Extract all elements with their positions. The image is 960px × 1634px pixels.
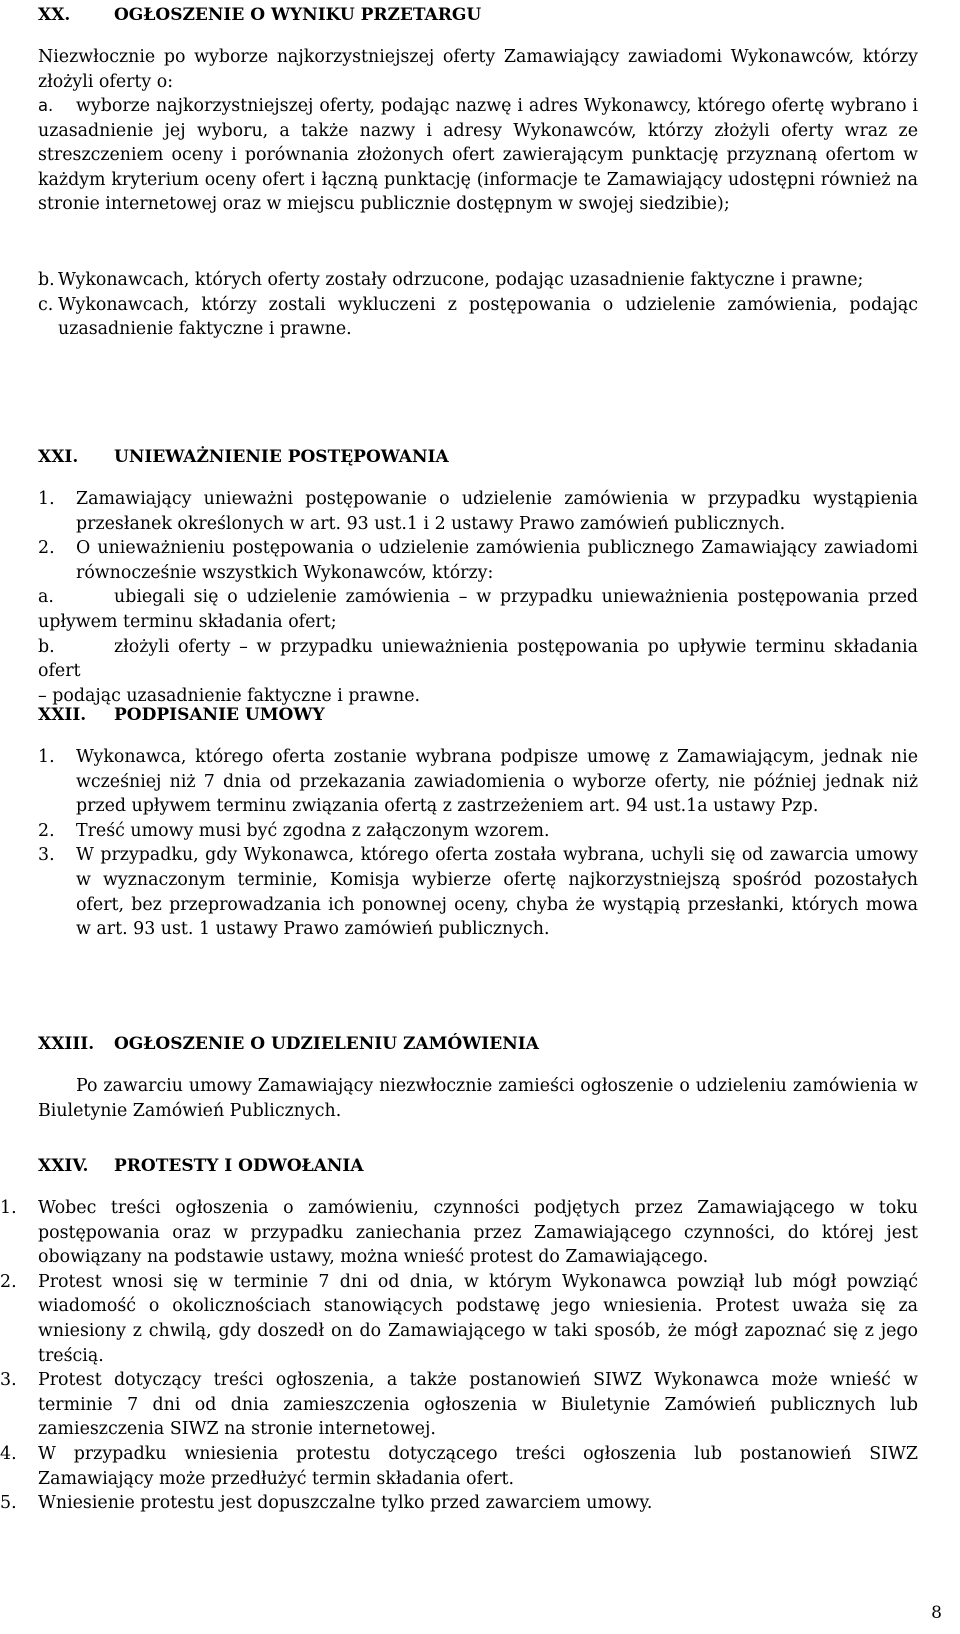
section-number: XX. [38, 5, 71, 25]
list-label: 3. [38, 845, 55, 866]
section-body [38, 1074, 918, 1123]
list-label: a. [38, 587, 54, 608]
list-label: 4. [0, 1443, 17, 1464]
section-title: UNIEWAŻNIENIE POSTĘPOWANIA [114, 447, 449, 467]
list-label: 2. [38, 538, 55, 559]
list-item [38, 487, 918, 536]
list-item [38, 745, 918, 819]
lettered-list [38, 94, 918, 217]
section-heading [38, 1033, 539, 1055]
section-heading [38, 4, 482, 26]
list-label: 3. [0, 1370, 17, 1391]
section-title: OGŁOSZENIE O UDZIELENIU ZAMÓWIENIA [114, 1034, 539, 1054]
list-text: wyborze najkorzystniejszej oferty, podając nazwę i adres Wykonawcy, którego ofertę wybrano i uzasadnienie jej wyboru, a także nazwy i adresy Wykonawców, którzy złożyli oferty wraz ze streszczeniem oceny i porównania złożonych ofert zawierającym punktację przyznaną ofertom w każdym kryterium oceny ofert i łączną punktację (informacje te Zamawiający udostępni również na stronie internetowej oraz w miejscu publicznie dostępnym w swojej siedzibie); [38, 96, 918, 215]
list-item [38, 585, 918, 634]
list-text: Wykonawca, którego oferta zostanie wybrana podpisze umowę z Zamawiającym, jednak nie wcześniej niż 7 dnia od przekazania zawiadomienia o wyborze oferty, nie później jednak niż przed upływem terminu związania ofertą z zastrzeżeniem art. 94 ust.1a ustawy Pzp. [76, 747, 918, 817]
list-label: b. [38, 636, 55, 657]
list-item [38, 94, 918, 217]
section-heading [38, 446, 449, 468]
list-item [0, 1368, 918, 1442]
list-item [0, 1442, 918, 1491]
list-item [38, 536, 918, 585]
list-label: b. [38, 270, 55, 290]
list-text: W przypadku wniesienia protestu dotyczącego treści ogłoszenia lub postanowień SIWZ Zamawiający może przedłużyć termin składania ofert. [38, 1443, 918, 1489]
list-label: 1. [38, 489, 55, 509]
lettered-list [38, 268, 918, 342]
list-label: 2. [38, 820, 55, 841]
section-title: PROTESTY I ODWOŁANIA [114, 1156, 364, 1176]
section-heading [38, 704, 325, 726]
list-label: 5. [0, 1493, 17, 1514]
list-text: Zamawiający unieważni postępowanie o udzielenie zamówienia w przypadku wystąpienia przesłanek określonych w art. 93 ust.1 i 2 ustawy Prawo zamówień publicznych. [76, 489, 918, 534]
list-item [38, 268, 918, 293]
list-label: a. [38, 96, 54, 115]
section-number: XXI. [38, 447, 79, 467]
numbered-list [38, 745, 918, 942]
numbered-list [38, 487, 918, 708]
list-item [38, 819, 918, 844]
section-number: XXIII. [38, 1034, 95, 1054]
list-text: ubiegali się o udzielenie zamówienia – w przypadku unieważnienia postępowania przed upływem terminu składania ofert; [38, 587, 918, 632]
list-item [38, 843, 918, 941]
list-label: c. [38, 294, 54, 315]
list-item [38, 635, 918, 684]
list-text: Protest dotyczący treści ogłoszenia, a także postanowień SIWZ Wykonawca może wnieść w terminie 7 dni od dnia zamieszczenia ogłoszenia w Biuletynie Zamówień publicznych lub zamieszczenia SIWZ na stronie internetowej. [38, 1370, 918, 1440]
page-number: 8 [931, 1603, 942, 1624]
section-heading [38, 1155, 364, 1177]
section-title: PODPISANIE UMOWY [114, 705, 325, 725]
numbered-list [0, 1196, 918, 1516]
list-label: 1. [0, 1198, 17, 1218]
list-text: Protest wnosi się w terminie 7 dni od dnia, w którym Wykonawca powziął lub mógł powziąć wiadomość o okolicznościach stanowiących podstawę jego wniesienia. Protest uważa się za wniesiony z chwilą, gdy doszedł on do Zamawiającego w taki sposób, że mógł zapoznać się z jego treścią. [38, 1271, 918, 1366]
list-text: O unieważnieniu postępowania o udzielenie zamówienia publicznego Zamawiający zawiadomi równocześnie wszystkich Wykonawców, którzy: [76, 538, 918, 583]
list-text: Wobec treści ogłoszenia o zamówieniu, czynności podjętych przez Zamawiającego w toku postępowania oraz w przypadku zaniechania przez Zamawiającego czynności, do której jest obowiązany na podstawie ustawy, można wnieść protest do Zamawiającego. [38, 1198, 918, 1268]
list-text: Wykonawcach, których oferty zostały odrzucone, podając uzasadnienie faktyczne i prawne; [58, 270, 864, 290]
list-text: Treść umowy musi być zgodna z załączonym wzorem. [76, 820, 550, 841]
paragraph: Niezwłocznie po wyborze najkorzystniejszej oferty Zamawiający zawiadomi Wykonawców, którzy złożyli oferty o: [38, 47, 918, 92]
list-text: złożyli oferty – w przypadku unieważnienia postępowania po upływie terminu składania ofert [38, 636, 918, 682]
list-item [0, 1270, 918, 1368]
list-label: 2. [0, 1271, 17, 1292]
list-item [0, 1196, 918, 1270]
section-body [38, 45, 918, 94]
paragraph: – podając uzasadnienie faktyczne i prawne. [38, 685, 421, 706]
list-text: Wniesienie protestu jest dopuszczalne tylko przed zawarciem umowy. [38, 1493, 653, 1514]
paragraph: Po zawarciu umowy Zamawiający niezwłocznie zamieści ogłoszenie o udzieleniu zamówienia w Biuletynie Zamówień Publicznych. [38, 1076, 918, 1121]
list-label: 1. [38, 747, 55, 767]
list-text: Wykonawcach, którzy zostali wykluczeni z postępowania o udzielenie zamówienia, podając uzasadnienie faktyczne i prawne. [58, 294, 918, 340]
section-number: XXII. [38, 705, 87, 725]
list-item [38, 293, 918, 342]
section-title: OGŁOSZENIE O WYNIKU PRZETARGU [114, 5, 482, 25]
list-item [0, 1491, 918, 1516]
section-number: XXIV. [38, 1156, 89, 1176]
list-text: W przypadku, gdy Wykonawca, którego oferta została wybrana, uchyli się od zawarcia umowy w wyznaczonym terminie, Komisja wybierze ofertę najkorzystniejszą spośród pozostałych ofert, bez przeprowadzania ich ponownej oceny, chyba że wystąpią przesłanki, których mowa w art. 93 ust. 1 ustawy Prawo zamówień publicznych. [76, 845, 918, 940]
